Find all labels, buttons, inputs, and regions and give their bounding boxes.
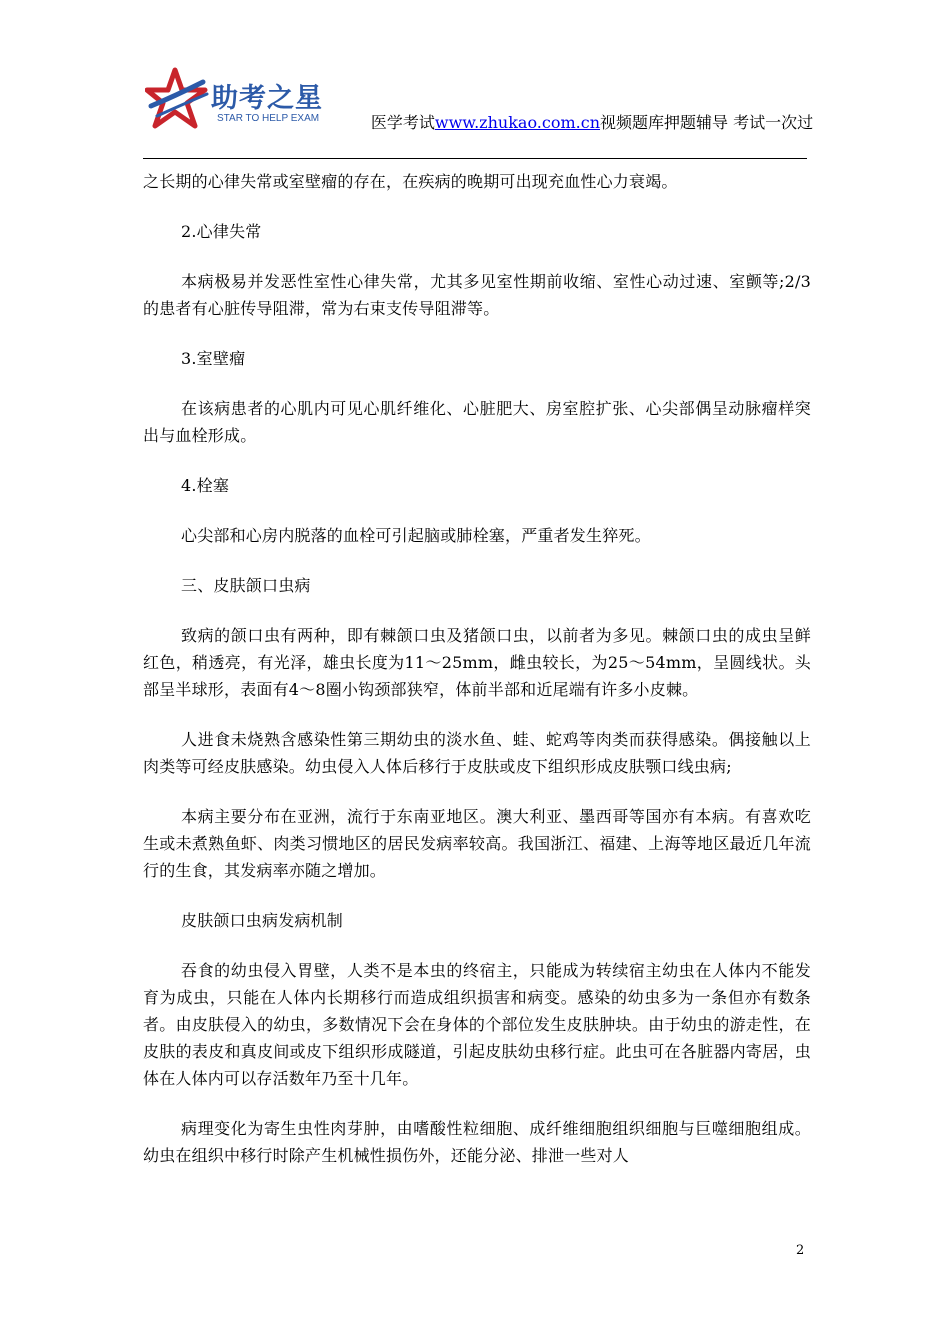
document-body (143, 160, 811, 1169)
paragraph: 本病主要分布在亚洲，流行于东南亚地区。澳大利亚、墨西哥等国亦有本病。有喜欢吃生或未煮熟鱼虾、肉类习惯地区的居民发病率较高。我国浙江、福建、上海等地区最近几年流行的生食，其发病率亦随之增加。 (143, 807, 811, 880)
logo-chinese-text: 助考之星 (211, 83, 323, 114)
paragraph: 在该病患者的心肌内可见心肌纤维化、心脏肥大、房室腔扩张、心尖部偶呈动脉瘤样突出与血栓形成。 (143, 399, 811, 445)
section-heading: 三、皮肤颌口虫病 (181, 576, 311, 595)
star-logo-icon (145, 66, 215, 132)
paragraph: 病理变化为寄生虫性肉芽肿，由嗜酸性粒细胞、成纤维细胞组织细胞与巨噬细胞组成。幼虫在组织中移行时除产生机械性损伤外，还能分泌、排泄一些对人 (143, 1119, 811, 1165)
section-heading: 2.心律失常 (181, 222, 262, 241)
paragraph: 心尖部和心房内脱落的血栓可引起脑或肺栓塞，严重者发生猝死。 (181, 526, 651, 545)
paragraph: 本病极易并发恶性室性心律失常，尤其多见室性期前收缩、室性心动过速、室颤等;2/3的患者有心脏传导阻滞，常为右束支传导阻滞等。 (143, 272, 811, 318)
site-link[interactable]: www.zhukao.com.cn (434, 113, 601, 132)
page-number: 2 (796, 1243, 805, 1258)
logo (145, 66, 345, 132)
paragraph: 人进食未烧熟含感染性第三期幼虫的淡水鱼、蛙、蛇鸡等肉类而获得感染。偶接触以上肉类等可经皮肤感染。幼虫侵入人体后移行于皮肤或皮下组织形成皮肤颚口线虫病; (143, 730, 811, 776)
section-heading: 3.室壁瘤 (181, 349, 246, 368)
header-suffix: 视频题库押题辅导 考试一次过 (600, 113, 814, 132)
paragraph: 致病的颌口虫有两种，即有棘颌口虫及猪颌口虫，以前者为多见。棘颌口虫的成虫呈鲜红色，稍透亮，有光泽，雄虫长度为11～25mm，雌虫较长，为25～54mm，呈圆线状。头部呈半球形，表面有4～8圈小钩颈部狭窄，体前半部和近尾端有许多小皮棘。 (143, 626, 811, 699)
logo-english-text: STAR TO HELP EXAM (217, 113, 320, 124)
paragraph: 吞食的幼虫侵入胃壁，人类不是本虫的终宿主，只能成为转续宿主幼虫在人体内不能发育为成虫，只能在人体内长期移行而造成组织损害和病变。感染的幼虫多为一条但亦有数条者。由皮肤侵入的幼虫，多数情况下会在身体的个部位发生皮肤肿块。由于幼虫的游走性，在皮肤的表皮和真皮间或皮下组织形成隧道，引起皮肤幼虫移行症。此虫可在各脏器内寄居，虫体在人体内可以存活数年乃至十几年。 (143, 961, 811, 1088)
section-heading: 4.栓塞 (181, 476, 230, 495)
page-header (0, 0, 950, 160)
header-tagline (368, 112, 816, 134)
paragraph-continuation: 之长期的心律失常或室壁瘤的存在，在疾病的晚期可出现充血性心力衰竭。 (143, 172, 678, 191)
header-divider (143, 158, 807, 159)
section-heading: 皮肤颌口虫病发病机制 (181, 911, 344, 930)
header-prefix: 医学考试 (370, 113, 435, 132)
